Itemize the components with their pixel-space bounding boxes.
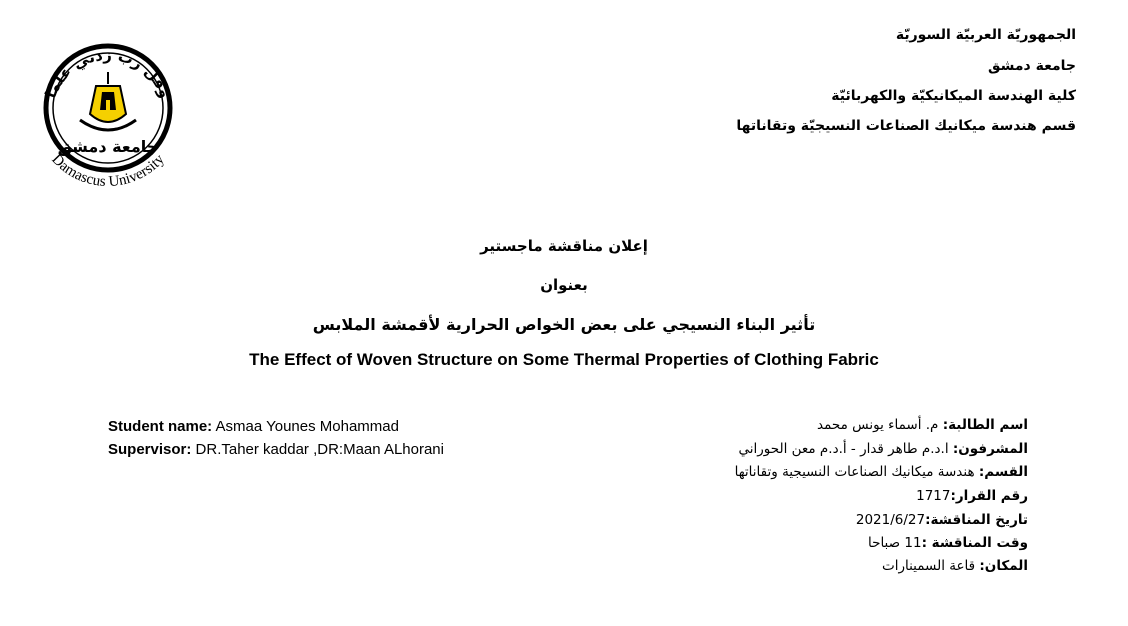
- english-student-row: [108, 418, 399, 435]
- ar-date-value: 2021/6/27: [855, 512, 926, 528]
- arabic-date-row: [856, 512, 1028, 528]
- arabic-time-row: [868, 535, 1028, 551]
- logo-english-name: Damascus University: [48, 151, 168, 191]
- thesis-title-english: The Effect of Woven Structure on Some Thermal Properties of Clothing Fabric: [249, 350, 879, 369]
- damascus-university-logo: [22, 20, 194, 192]
- student-name-value: Asmaa Younes Mohammad: [212, 418, 399, 435]
- english-supervisor-row: [108, 441, 444, 458]
- arabic-department-row: [735, 464, 1028, 480]
- ar-supervisors-label: المشرفون:: [952, 441, 1028, 457]
- arabic-student-row: [817, 417, 1028, 433]
- arabic-decision-row: [916, 488, 1028, 504]
- ar-department-value: هندسة ميكانيك الصناعات النسيجية وتقاناتها: [734, 464, 979, 480]
- ar-date-label: تاريخ المناقشة:: [925, 512, 1028, 528]
- ar-student-label: اسم الطالبة:: [942, 417, 1028, 433]
- arabic-supervisors-row: [738, 441, 1028, 457]
- ar-time-label: وقت المناقشة :: [921, 535, 1028, 551]
- announcement-title: إعلان مناقشة ماجستير: [480, 237, 648, 255]
- announcement-subtitle: بعنوان: [540, 276, 588, 294]
- logo-arabic-motto: وقل رب زدني علما: [41, 45, 175, 101]
- ar-student-value: م. أسماء يونس محمد: [817, 417, 943, 433]
- ar-place-value: قاعة السمينارات: [882, 558, 980, 574]
- header-university: جامعة دمشق: [988, 58, 1076, 74]
- ar-department-label: القسم:: [978, 464, 1028, 480]
- ar-decision-label: رقم القرار:: [950, 488, 1028, 504]
- logo-seal-arabic: جامعة دمشق: [57, 137, 159, 156]
- supervisor-label: Supervisor:: [108, 441, 192, 458]
- ar-decision-value: 1717: [916, 488, 951, 504]
- ar-supervisors-value: ا.د.م طاهر قدار - أ.د.م معن الحوراني: [738, 441, 953, 457]
- arabic-place-row: [882, 558, 1028, 574]
- thesis-title-arabic: تأثير البناء النسيجي على بعض الخواص الحرارية لأقمشة الملابس: [312, 315, 816, 334]
- supervisor-value: DR.Taher kaddar ,DR:Maan ALhorani: [191, 441, 444, 458]
- student-name-label: Student name:: [108, 418, 213, 435]
- header-faculty: كلية الهندسة الميكانيكيّة والكهربائيّة: [831, 88, 1076, 104]
- header-republic: الجمهوريّة العربيّة السوريّة: [895, 27, 1076, 43]
- ar-place-label: المكان:: [979, 558, 1028, 574]
- header-department: قسم هندسة ميكانيك الصناعات النسيجيّة وتقاناتها: [736, 118, 1076, 134]
- ar-time-value: 11 صباحا: [867, 535, 922, 551]
